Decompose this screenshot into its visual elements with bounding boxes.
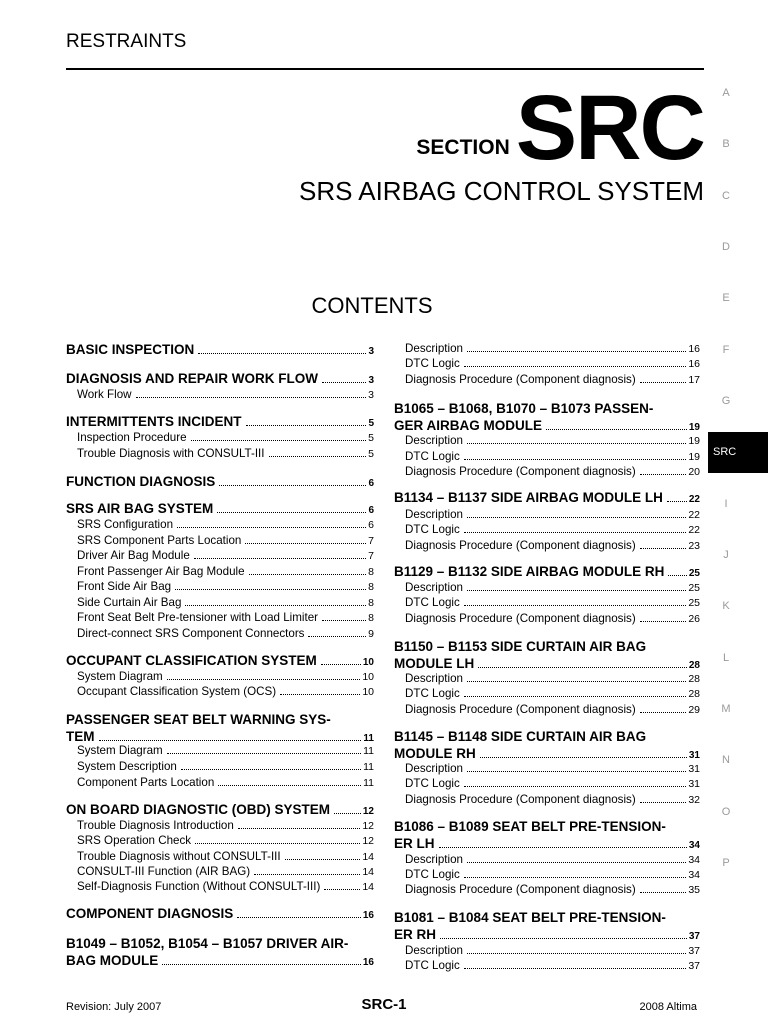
toc-entry-title: Occupant Classification System (OCS) [77,685,277,698]
leader-dots [308,636,366,637]
leader-dots [467,681,686,682]
toc-sub-entry[interactable] [66,685,374,698]
toc-page-number: 22 [688,509,700,521]
toc-heading-entry[interactable] [66,935,374,971]
section-tab-c[interactable] [708,190,744,202]
toc-sub-entry[interactable] [66,880,374,893]
toc-sub-entry[interactable] [394,508,700,521]
leader-dots [245,543,366,544]
toc-sub-entry[interactable] [394,703,700,716]
toc-entry-title: Description [405,508,463,521]
toc-sub-entry[interactable] [394,612,700,625]
toc-page-number: 5 [368,432,374,444]
toc-page-number: 25 [688,568,700,579]
toc-sub-entry[interactable] [66,388,374,401]
leader-dots [195,843,360,844]
toc-heading-entry[interactable] [66,906,374,921]
section-name: SRS AIRBAG CONTROL SYSTEM [298,176,704,206]
toc-page-number: 7 [368,535,374,547]
toc-entry-title: DTC Logic [405,523,460,536]
toc-page-number: 37 [688,945,700,957]
toc-sub-entry[interactable] [394,883,700,896]
footer-page-text: SRC-1 [361,996,407,1013]
leader-dots [640,382,687,383]
toc-page-number: 35 [688,884,700,896]
toc-page-number: 8 [368,581,374,593]
toc-heading-entry[interactable] [66,501,374,516]
toc-sub-entry[interactable] [394,539,700,552]
leader-dots [668,575,687,576]
toc-entry-title: FUNCTION DIAGNOSIS [66,474,216,489]
toc-page-number: 28 [688,660,700,671]
toc-heading-entry[interactable] [394,818,700,854]
leader-dots [218,785,361,786]
toc-page-number: 14 [362,881,374,893]
toc-sub-entry[interactable] [394,672,700,685]
leader-dots [467,771,686,772]
toc-entry-title: Description [405,853,463,866]
toc-entry-title-cont: ER LH [394,836,435,851]
toc-page-number: 11 [363,745,374,757]
toc-page-number: 11 [363,761,374,773]
toc-entry-title: OCCUPANT CLASSIFICATION SYSTEM [66,653,317,668]
toc-sub-entry[interactable] [66,744,374,757]
leader-dots [198,353,366,354]
toc-sub-entry[interactable] [66,834,374,847]
toc-page-number: 28 [688,673,700,685]
leader-dots [546,429,687,430]
toc-sub-entry[interactable] [394,342,700,355]
leader-dots [280,694,360,695]
toc-entry-title: Self-Diagnosis Function (Without CONSULT-III) [77,880,321,893]
toc-entry-title: SRS Component Parts Location [77,534,242,547]
leader-dots [464,968,687,969]
toc-page-number: 31 [688,750,700,761]
toc-sub-entry[interactable] [394,357,700,370]
section-index-tabs [708,0,768,1024]
toc-entry-title: Front Seat Belt Pre-tensioner with Load Limiter [77,611,319,624]
contents-title-text: CONTENTS [311,293,433,318]
leader-dots [322,382,366,383]
leader-dots [237,917,361,918]
toc-entry-title: System Description [77,760,177,773]
leader-dots [185,605,366,606]
toc-page-number: 37 [688,960,700,972]
leader-dots [440,938,687,939]
toc-page-number: 16 [688,343,700,355]
toc-sub-entry[interactable] [394,777,700,790]
toc-sub-entry[interactable] [66,865,374,878]
section-tab-d[interactable] [708,241,744,253]
toc-sub-entry[interactable] [66,611,374,624]
toc-sub-entry[interactable] [394,523,700,536]
toc-sub-entry[interactable] [394,687,700,700]
toc-entry-title: System Diagram [77,744,163,757]
toc-entry-title-cont: ER RH [394,927,437,942]
leader-dots [285,859,361,860]
toc-entry-title: B1129 – B1132 SIDE AIRBAG MODULE RH [394,564,665,579]
leader-dots [254,874,360,875]
header-divider [66,68,704,70]
toc-page-number: 8 [368,566,374,578]
section-tab-label: E [722,292,730,304]
toc-page-number: 37 [688,931,700,942]
toc-page-number: 12 [362,806,374,817]
toc-entry-title-cont: GER AIRBAG MODULE [394,418,542,433]
leader-dots [167,753,361,754]
leader-dots [191,440,367,441]
toc-page-number: 31 [688,778,700,790]
toc-sub-entry[interactable] [66,580,374,593]
toc-entry-title: DTC Logic [405,777,460,790]
toc-entry-title: Front Passenger Air Bag Module [77,565,245,578]
toc-entry-title: Component Parts Location [77,776,215,789]
toc-sub-entry[interactable] [66,549,374,562]
leader-dots [269,456,367,457]
toc-entry-title-cont: MODULE RH [394,746,476,761]
toc-entry-title: B1065 – B1068, B1070 – B1073 PASSEN- [394,401,654,416]
section-tab-label: A [722,87,730,99]
section-tab-e[interactable] [708,292,744,304]
section-tab-b[interactable] [708,138,744,150]
toc-page-number: 10 [362,657,374,668]
toc-entry-title: Description [405,762,463,775]
leader-dots [467,862,686,863]
toc-heading-entry[interactable] [394,638,700,674]
toc-heading-entry[interactable] [66,414,374,429]
toc-entry-title: PASSENGER SEAT BELT WARNING SYS- [66,712,331,727]
section-tab-j[interactable] [708,549,744,561]
toc-heading-entry[interactable] [66,711,374,747]
toc-entry-title: B1086 – B1089 SEAT BELT PRE-TENSION- [394,819,666,834]
toc-sub-entry[interactable] [394,596,700,609]
toc-sub-entry[interactable] [66,850,374,863]
toc-sub-entry[interactable] [394,944,700,957]
toc-sub-entry[interactable] [66,670,374,683]
toc-entry-title: Side Curtain Air Bag [77,596,182,609]
toc-sub-entry[interactable] [394,373,700,386]
leader-dots [464,605,687,606]
leader-dots [321,664,361,665]
footer-model: 2008 Altima [639,1001,697,1013]
toc-entry-title: SRS Operation Check [77,834,192,847]
leader-dots [640,892,687,893]
section-tab-label: L [722,652,730,664]
toc-page-number: 3 [368,346,374,357]
leader-dots [238,828,360,829]
toc-entry-title: Driver Air Bag Module [77,549,190,562]
toc-page-number: 26 [688,613,700,625]
toc-entry-title: Front Side Air Bag [77,580,172,593]
section-tab-label: M [721,703,731,715]
toc-page-number: 28 [688,688,700,700]
toc-page-number: 14 [362,866,374,878]
toc-entry-title: SRS Configuration [77,518,174,531]
leader-dots [478,667,687,668]
toc-sub-entry[interactable] [66,431,374,444]
toc-page-number: 25 [688,597,700,609]
leader-dots [181,769,361,770]
toc-sub-entry[interactable] [394,581,700,594]
toc-sub-entry[interactable] [66,776,374,789]
toc-entry-title: DTC Logic [405,450,460,463]
contents-title [0,293,768,319]
toc-entry-title: Diagnosis Procedure (Component diagnosis) [405,612,636,625]
section-tab-label: I [724,498,728,510]
toc-entry-title: Diagnosis Procedure (Component diagnosis) [405,373,636,386]
section-tab-label: F [722,344,730,356]
toc-page-number: 19 [688,422,700,433]
toc-page-number: 8 [368,597,374,609]
toc-entry-title: DTC Logic [405,959,460,972]
leader-dots [249,574,367,575]
toc-entry-title: Direct-connect SRS Component Connectors [77,627,305,640]
toc-entry-title: Description [405,434,463,447]
header-title: RESTRAINTS [66,31,187,52]
section-tab-src[interactable] [708,432,768,473]
leader-dots [480,757,687,758]
toc-heading-entry[interactable] [394,909,700,945]
toc-sub-entry[interactable] [394,868,700,881]
section-tab-label: SRC [713,446,737,458]
toc-sub-entry[interactable] [66,565,374,578]
toc-entry-title: Trouble Diagnosis without CONSULT-III [77,850,281,863]
toc-entry-title: DTC Logic [405,357,460,370]
toc-page-number: 17 [688,374,700,386]
toc-page-number: 7 [368,550,374,562]
leader-dots [324,889,360,890]
section-tab-m[interactable] [708,703,744,715]
toc-entry-title: B1150 – B1153 SIDE CURTAIN AIR BAG [394,639,647,654]
toc-entry-title: Inspection Procedure [77,431,187,444]
toc-page-number: 8 [368,612,374,624]
section-tab-i[interactable] [708,498,744,510]
leader-dots [464,877,687,878]
leader-dots [464,366,687,367]
toc-page-number: 34 [688,854,700,866]
toc-entry-title: SRS AIR BAG SYSTEM [66,501,214,516]
section-tab-label: G [721,395,731,407]
section-tab-a[interactable] [708,87,744,99]
toc-heading-entry[interactable] [66,371,374,386]
toc-entry-title: ON BOARD DIAGNOSTIC (OBD) SYSTEM [66,802,331,817]
leader-dots [217,512,366,513]
toc-entry-title: Work Flow [77,388,132,401]
toc-heading-entry[interactable] [66,342,374,357]
toc-entry-title: COMPONENT DIAGNOSIS [66,906,234,921]
toc-sub-entry[interactable] [66,627,374,640]
toc-page-number: 11 [363,733,374,744]
toc-entry-title: B1134 – B1137 SIDE AIRBAG MODULE LH [394,490,663,505]
leader-dots [162,964,361,965]
toc-entry-title: Diagnosis Procedure (Component diagnosis) [405,465,636,478]
leader-dots [467,517,686,518]
section-word: SECTION [416,136,510,159]
toc-sub-entry[interactable] [394,465,700,478]
toc-sub-entry[interactable] [394,450,700,463]
toc-page-number: 5 [368,418,374,429]
leader-dots [464,786,687,787]
toc-sub-entry[interactable] [66,534,374,547]
section-tab-p[interactable] [708,857,744,869]
toc-entry-title: DTC Logic [405,596,460,609]
leader-dots [640,802,687,803]
toc-page-number: 16 [362,910,374,921]
leader-dots [640,474,687,475]
toc-page-number: 11 [363,777,374,789]
leader-dots [194,558,366,559]
toc-page-number: 19 [688,435,700,447]
toc-entry-title: Description [405,944,463,957]
section-heading [416,77,704,179]
toc-page-number: 32 [688,794,700,806]
section-tab-label: N [722,754,730,766]
toc-sub-entry[interactable] [394,793,700,806]
toc-page-number: 16 [362,957,374,968]
toc-sub-entry[interactable] [394,853,700,866]
toc-entry-title: DTC Logic [405,687,460,700]
toc-entry-title: Diagnosis Procedure (Component diagnosis) [405,793,636,806]
toc-page-number: 23 [688,540,700,552]
toc-entry-title: Description [405,342,463,355]
toc-page-number: 3 [368,375,374,386]
leader-dots [99,740,362,741]
leader-dots [439,847,687,848]
leader-dots [219,485,366,486]
toc-page-number: 9 [368,628,374,640]
toc-entry-title: INTERMITTENTS INCIDENT [66,414,242,429]
toc-page-number: 34 [688,840,700,851]
section-tab-o[interactable] [708,806,744,818]
leader-dots [464,532,687,533]
toc-entry-title: Diagnosis Procedure (Component diagnosis) [405,883,636,896]
toc-page-number: 22 [688,494,700,505]
section-tab-label: P [722,857,730,869]
toc-entry-title: System Diagram [77,670,163,683]
toc-heading-entry[interactable] [394,400,700,436]
section-tab-label: O [721,806,731,818]
toc-sub-entry[interactable] [66,447,374,460]
leader-dots [467,443,686,444]
toc-page-number: 16 [688,358,700,370]
toc-heading-entry[interactable] [394,490,700,505]
toc-page-number: 22 [688,524,700,536]
footer-revision: Revision: July 2007 [66,1001,162,1013]
leader-dots [175,589,366,590]
leader-dots [467,590,686,591]
toc-entry-title: BASIC INSPECTION [66,342,195,357]
section-tab-l[interactable] [708,652,744,664]
leader-dots [467,953,686,954]
toc-page-number: 25 [688,582,700,594]
toc-heading-entry[interactable] [66,653,374,668]
toc-page-number: 6 [368,505,374,516]
leader-dots [467,351,686,352]
leader-dots [334,813,361,814]
leader-dots [177,527,366,528]
toc-entry-title: Trouble Diagnosis with CONSULT-III [77,447,265,460]
toc-heading-entry[interactable] [394,728,700,764]
toc-sub-entry[interactable] [66,819,374,832]
section-tab-label: B [722,138,730,150]
section-tab-label: J [723,549,729,561]
toc-entry-title: DIAGNOSIS AND REPAIR WORK FLOW [66,371,318,386]
toc-entry-title: Description [405,581,463,594]
toc-sub-entry[interactable] [394,959,700,972]
leader-dots [167,679,361,680]
toc-entry-title-cont: MODULE LH [394,656,475,671]
section-tab-label: K [722,600,730,612]
section-tab-label: D [722,241,730,253]
leader-dots [464,459,687,460]
toc-page-number: 14 [362,851,374,863]
toc-page-number: 19 [688,451,700,463]
toc-page-number: 6 [368,478,374,489]
toc-page-number: 5 [368,448,374,460]
leader-dots [322,620,366,621]
toc-entry-title-cont: TEM [66,729,95,744]
section-tab-g[interactable] [708,395,744,407]
toc-page-number: 20 [688,466,700,478]
toc-sub-entry[interactable] [394,762,700,775]
toc-page-number: 12 [362,835,374,847]
toc-entry-title-cont: BAG MODULE [66,953,159,968]
section-tab-label: C [722,190,730,202]
toc-page-number: 12 [362,820,374,832]
section-tab-k[interactable] [708,600,744,612]
leader-dots [640,621,687,622]
section-tab-n[interactable] [708,754,744,766]
toc-page-number: 10 [362,686,374,698]
toc-entry-title: Diagnosis Procedure (Component diagnosis) [405,539,636,552]
toc-entry-title: DTC Logic [405,868,460,881]
leader-dots [640,712,687,713]
toc-sub-entry[interactable] [66,596,374,609]
toc-entry-title: Trouble Diagnosis Introduction [77,819,234,832]
leader-dots [246,425,367,426]
leader-dots [136,397,367,398]
leader-dots [640,548,687,549]
toc-entry-title: Diagnosis Procedure (Component diagnosis) [405,703,636,716]
toc-page-number: 3 [368,389,374,401]
toc-entry-title: CONSULT-III Function (AIR BAG) [77,865,251,878]
toc-page-number: 29 [688,704,700,716]
toc-sub-entry[interactable] [66,760,374,773]
toc-sub-entry[interactable] [394,434,700,447]
toc-page-number: 34 [688,869,700,881]
toc-entry-title: Description [405,672,463,685]
toc-page-number: 31 [688,763,700,775]
section-tab-f[interactable] [708,344,744,356]
toc-entry-title: B1145 – B1148 SIDE CURTAIN AIR BAG [394,729,647,744]
leader-dots [667,501,687,502]
toc-page-number: 6 [368,519,374,531]
toc-heading-entry[interactable] [66,474,374,489]
toc-entry-title: B1081 – B1084 SEAT BELT PRE-TENSION- [394,910,666,925]
toc-heading-entry[interactable] [66,802,374,817]
toc-entry-title: B1049 – B1052, B1054 – B1057 DRIVER AIR- [66,936,349,951]
toc-sub-entry[interactable] [66,518,374,531]
leader-dots [464,696,687,697]
section-code: SRC [515,77,704,179]
toc-page-number: 10 [362,671,374,683]
toc-heading-entry[interactable] [394,564,700,579]
